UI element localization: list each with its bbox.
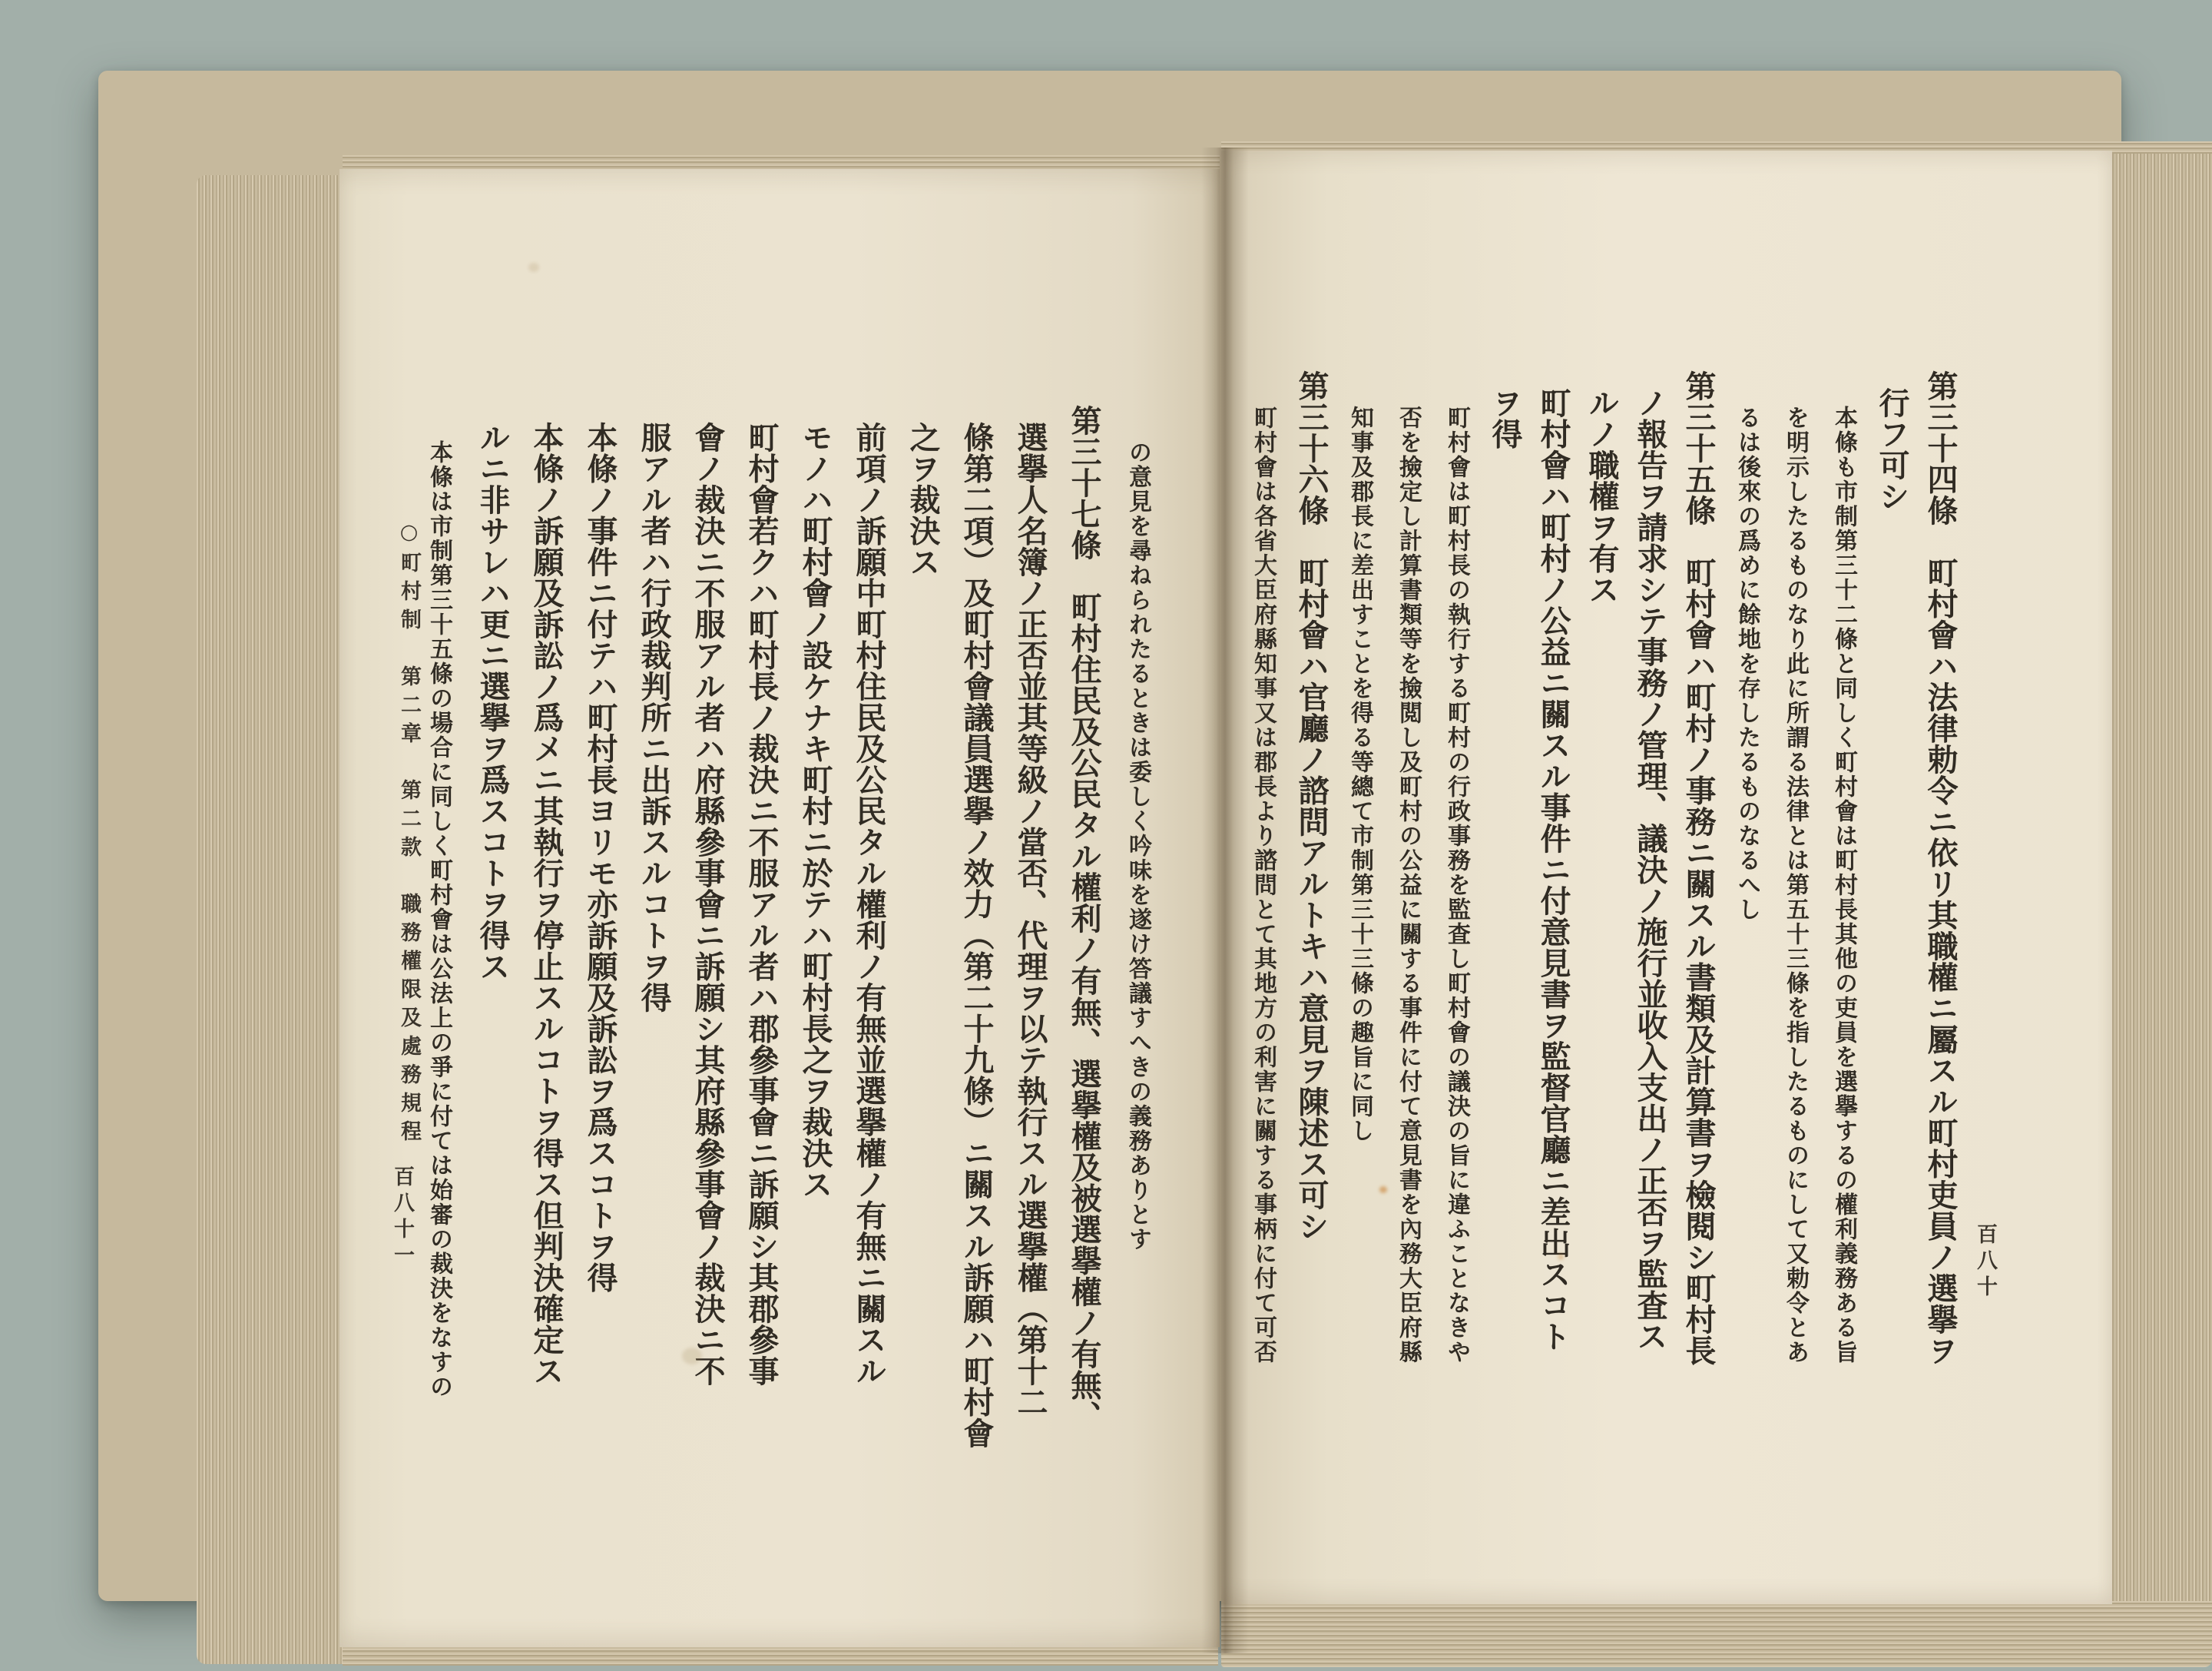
- text-column: ヲ得: [1487, 387, 1523, 449]
- book-gutter: [1201, 148, 1249, 1653]
- text-column-article-37-header: 第三十七條 町村住民及公民タル權利ノ有無、選擧權及被選擧權ノ有無、: [1066, 405, 1102, 1432]
- text-column-article-36-header: 第三十六條 町村會ハ官廳ノ諮問アルトキハ意見ヲ陳述ス可シ: [1293, 370, 1330, 1242]
- text-column: 町村會ハ町村ノ公益ニ關スル事件ニ付意見書ヲ監督官廳ニ差出スコト: [1535, 387, 1571, 1352]
- right-page: [1221, 151, 2112, 1604]
- page-stack-edge-left: [197, 175, 343, 1664]
- text-column: 本條も市制第三十二條と同しく町村會は町村長其他の吏員を選擧するの權利義務ある旨: [1830, 406, 1857, 1364]
- text-column: るは後來の爲めに餘地を存したるものなるへし: [1734, 406, 1760, 922]
- page-number-left: 百八十一: [390, 1165, 414, 1270]
- foxing-stain: [528, 263, 539, 272]
- left-page-text-block: [412, 405, 1164, 1504]
- text-column: 本條は市制第三十五條の場合に同しく町村會は公法上の爭に付ては始審の裁決をなすの: [426, 440, 452, 1399]
- text-column: を明示したるものなり此に所謂る法律とは第五十三條を指したるものにして又勅令とあ: [1782, 406, 1809, 1364]
- text-column: ルノ職權ヲ有ス: [1584, 387, 1620, 605]
- text-column: 選擧人名簿ノ正否並其等級ノ當否、代理ヲ以テ執行スル選擧權（第十二: [1012, 422, 1048, 1417]
- left-page: [339, 169, 1220, 1647]
- book: [98, 71, 2121, 1601]
- text-column: 前項ノ訴願中町村住民及公民タル權利ノ有無並選擧權ノ有無ニ關スル: [851, 422, 887, 1387]
- running-title-margin-note: ○町村制 第二章 第二款 職務權限及處務規程: [397, 520, 421, 1149]
- text-column: 本條ノ事件ニ付テハ町村長ヨリモ亦訴願及訴訟ヲ爲スコトヲ得: [582, 422, 618, 1293]
- text-column: 之ヲ裁決ス: [905, 422, 941, 578]
- foxing-stain: [1558, 1254, 1564, 1260]
- page-stack-edge-bottom-left: [343, 1644, 1218, 1666]
- text-column: 町村會は各省大臣府縣知事又は郡長より諮問とて其地方の利害に關する事柄に付て可否: [1250, 406, 1277, 1364]
- text-column: ルニ非サレハ更ニ選擧ヲ爲スコトヲ得ス: [475, 422, 511, 982]
- text-column: 町村會若クハ町村長ノ裁決ニ不服アル者ハ郡參事會ニ訴願シ其郡參事: [743, 422, 780, 1387]
- foxing-stain: [1379, 1186, 1387, 1193]
- text-column-article-35-header: 第三十五條 町村會ハ町村ノ事務ニ關スル書類及計算書ヲ檢閱シ町村長: [1681, 370, 1717, 1366]
- page-stack-edge-right: [2111, 151, 2212, 1661]
- text-column: 會ノ裁決ニ不服アル者ハ府縣參事會ニ訴願シ其府縣參事會ノ裁決ニ不: [690, 422, 726, 1387]
- text-column: の意見を尋ねられたるときは委しく吟味を遂け答議すへきの義務ありとす: [1124, 440, 1151, 1252]
- foxing-stain: [682, 1348, 702, 1364]
- text-column: 行フ可シ: [1874, 387, 1910, 512]
- right-page-text-block: [1239, 370, 1965, 1415]
- text-column: モノハ町村會ノ設ケナキ町村ニ於テハ町村長之ヲ裁決ス: [797, 422, 833, 1200]
- text-column: ノ報告ヲ請求シテ事務ノ管理、議決ノ施行並收入支出ノ正否ヲ監査ス: [1632, 387, 1668, 1352]
- text-column: 知事及郡長に差出すことを得る等總て市制第三十三條の趣旨に同し: [1346, 406, 1373, 1143]
- text-column: 否を撿定し計算書類等を撿閲し及町村の公益に關する事件に付て意見書を內務大臣府縣: [1395, 406, 1422, 1364]
- text-column-article-34-header: 第三十四條 町村會ハ法律勅令ニ依リ其職權ニ屬スル町村吏員ノ選擧ヲ: [1922, 370, 1959, 1366]
- text-column: 町村會は町村長の執行する町村の行政事務を監査し町村會の議決の旨に違ふことなきや: [1443, 406, 1470, 1364]
- page-number-right: 百八十: [1973, 1223, 1997, 1301]
- text-column: 服アル者ハ行政裁判所ニ出訴スルコトヲ得: [636, 422, 672, 1013]
- text-column: 本條ノ訴願及訴訟ノ爲メニ其執行ヲ停止スルコトヲ得ス但判決確定ス: [528, 422, 565, 1387]
- page-stack-edge-bottom-right: [1221, 1601, 2212, 1667]
- text-column: 條第二項）及町村會議員選擧ノ效力（第二十九條）ニ關スル訴願ハ町村會: [959, 422, 995, 1449]
